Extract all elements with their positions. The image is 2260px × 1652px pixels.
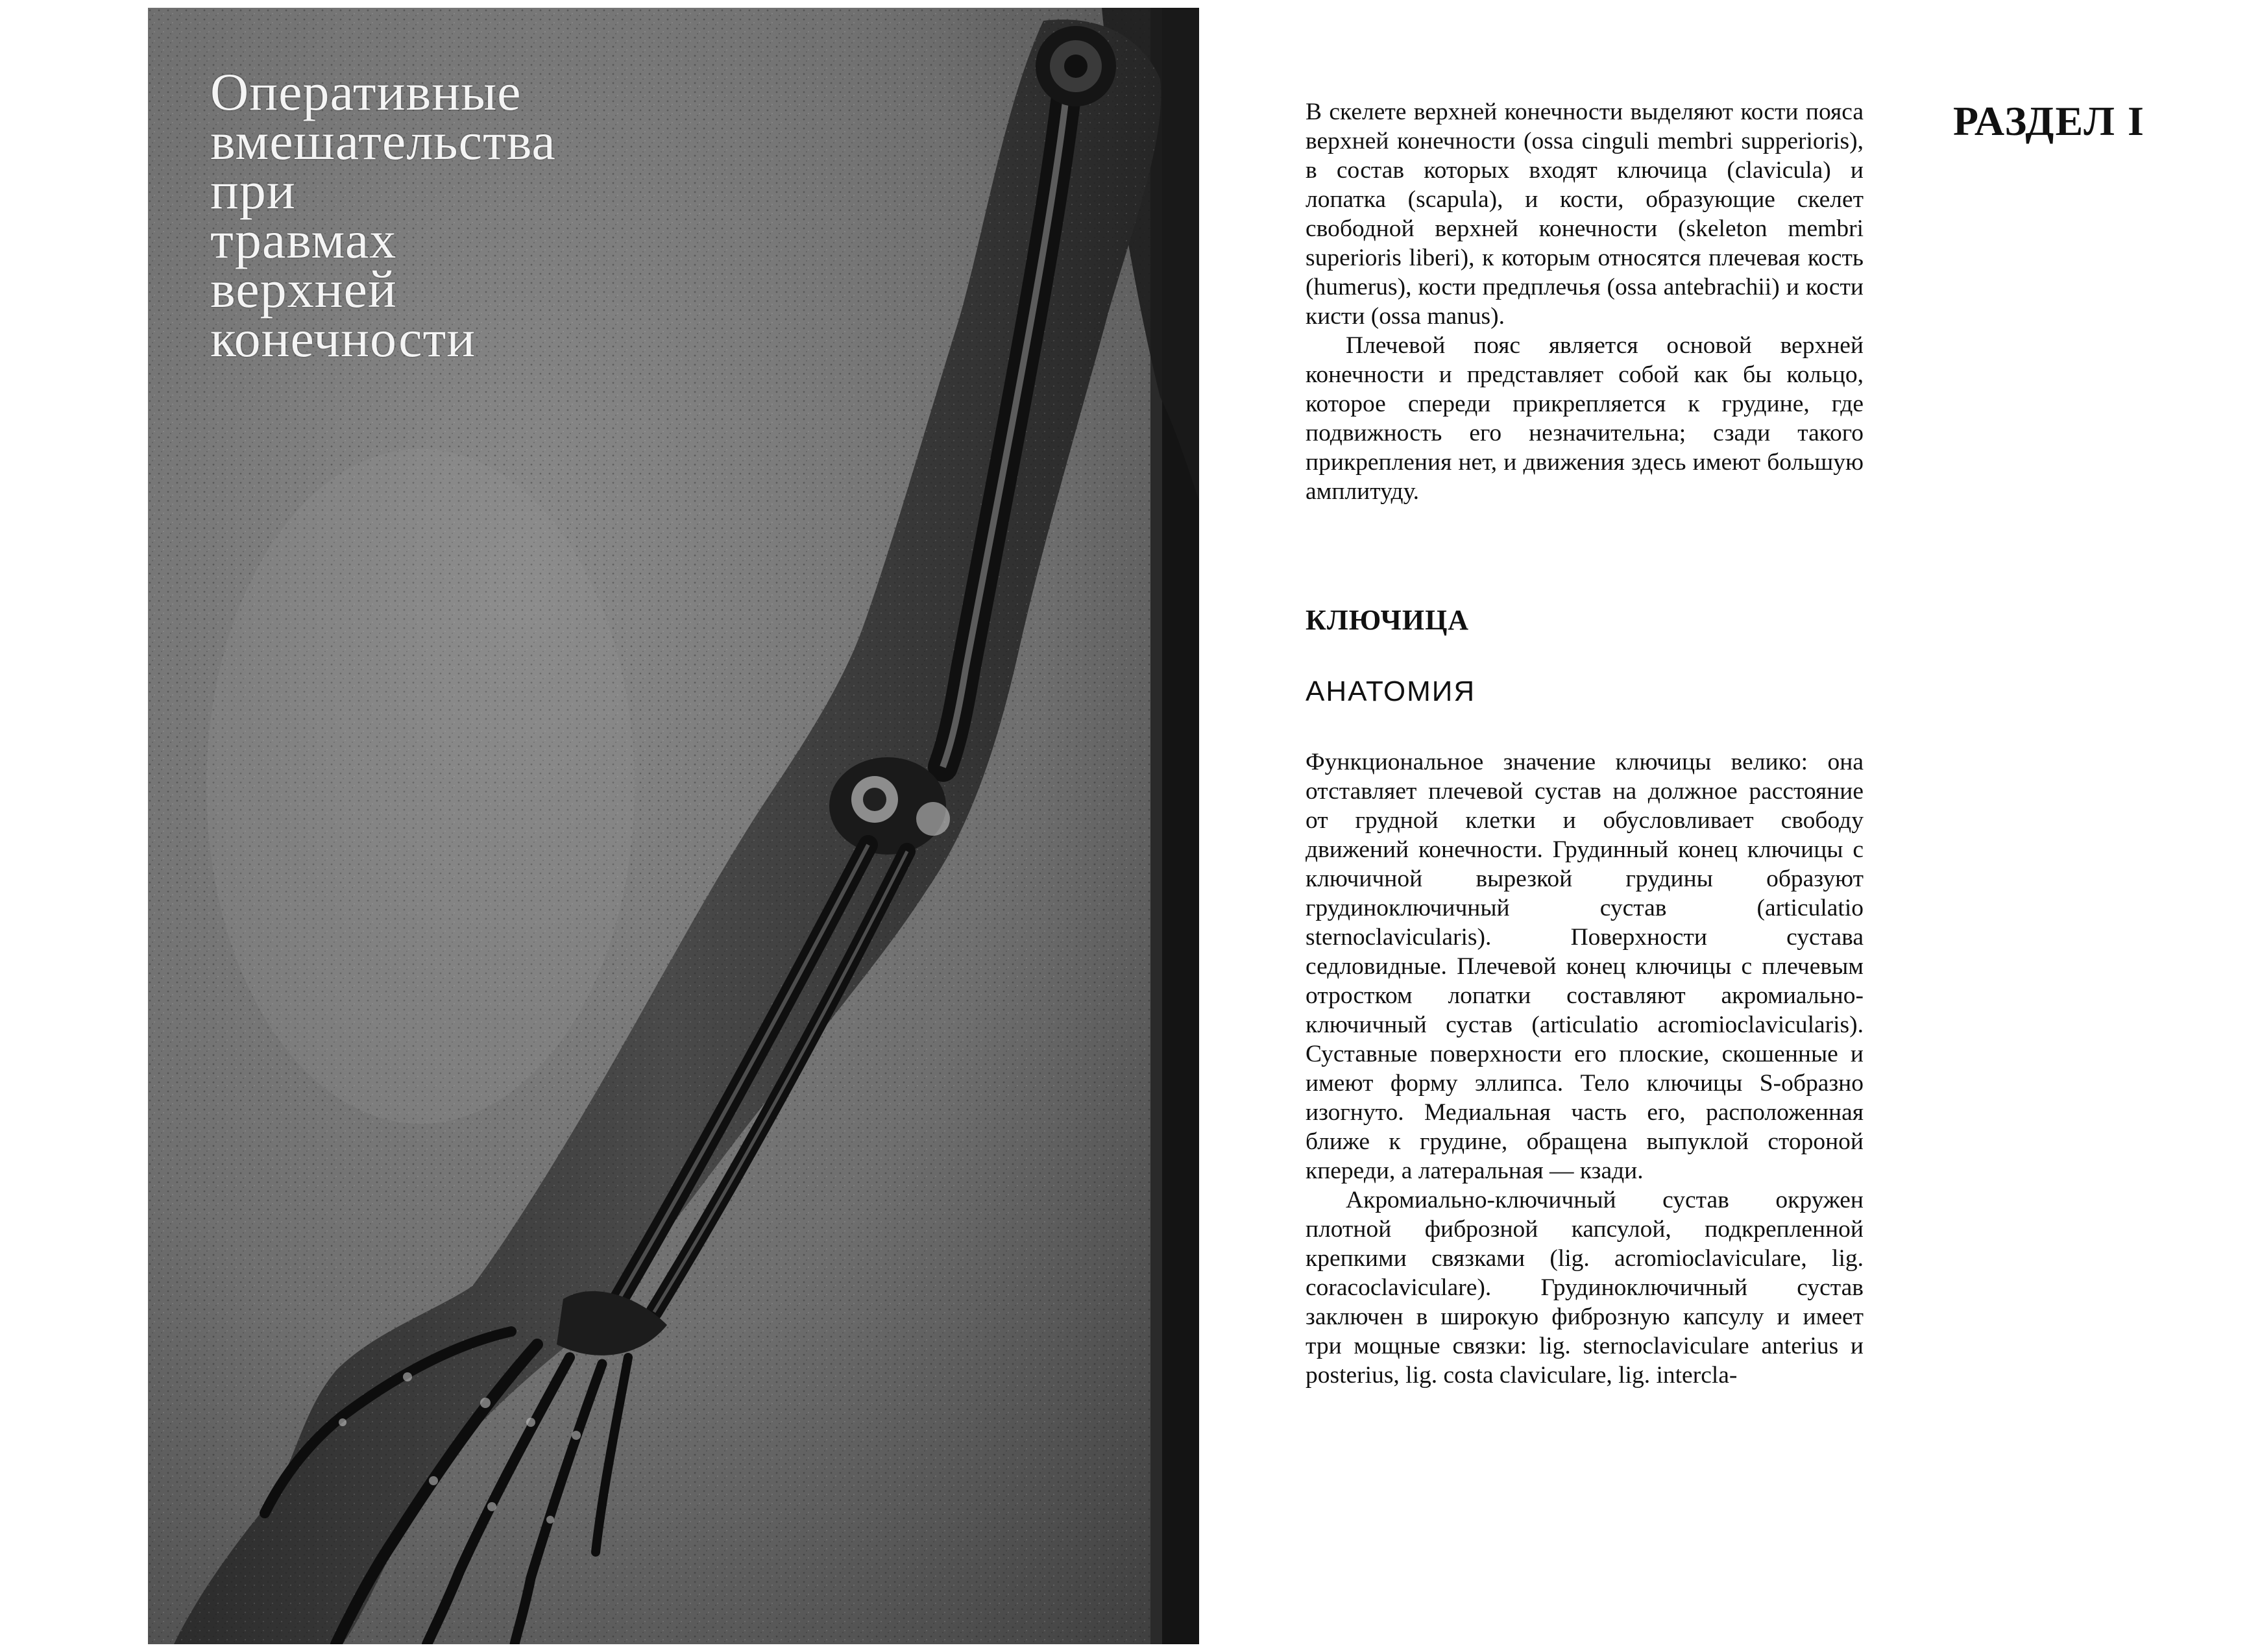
chapter-heading: КЛЮЧИЦА bbox=[1306, 604, 1470, 636]
intro-paragraph: В скелете верхней конечности выделяют кости пояса верхней конечности (ossa cinguli membri supperioris), в состав которых входят ключица (clavicula) и лопатка (scapula), и кости, образующие скелет свободной верхней конечности (skeleton membri superioris liberi), к которым относятся плечевая кость (humerus), кости предплечья (ossa antebrachii) и кости кисти (ossa manus). bbox=[1306, 99, 1864, 330]
subsection-heading: АНАТОМИЯ bbox=[1306, 675, 1476, 707]
plate-title-line: конечности bbox=[210, 309, 476, 368]
anatomy-paragraph: Акромиально-ключичный сустав окружен плотной фиброзной капсулой, подкрепленной крепкими связками (lig. acromioclaviculare, lig. coracoclaviculare). Грудиноключичный сустав заключен в широкую фиброзную капсулу и имеет три мощные связки: lig. sternoclaviculare anterius и posterius, lig. costa claviculare, lig. intercla- bbox=[1306, 1187, 1864, 1389]
plate-title-line: верхней bbox=[210, 260, 397, 319]
intro-paragraph: Плечевой пояс является основой верхней конечности и представляет собой как бы кольцо, которое спереди прикрепляется к грудине, где подвижность его незначительна; сзади такого прикрепления нет, и движения здесь имеют большую амплитуду. bbox=[1306, 332, 1864, 505]
anatomy-paragraph: Функциональное значение ключицы велико: она отставляет плечевой сустав на должное расстояние от грудной клетки и обусловливает свободу движений конечности. Грудинный конец ключицы с ключичной вырезкой грудины образуют грудиноключичный сустав (articulatio sternoclavicularis). Поверхности сустава седловидные. Плечевой конец ключицы с плечевым отростком лопатки составляют акромиально-ключичный сустав (articulatio acromioclavicularis). Суставные поверхности его плоские, скошенные и имеют форму эллипса. Тело ключицы S-образно изогнуто. Медиальная часть его, расположенная ближе к грудине, обращена выпуклой стороной кпереди, а латеральная — кзади. bbox=[1306, 749, 1864, 1184]
plate-title-line: травмах bbox=[210, 210, 397, 269]
plate-title bbox=[210, 62, 556, 368]
plate-title-line: Оперативные bbox=[210, 62, 522, 121]
photo-plate bbox=[148, 8, 1199, 1644]
plate-title-line: вмешательства bbox=[210, 112, 556, 171]
plate-title-line: при bbox=[210, 161, 296, 220]
text-column bbox=[1306, 97, 1864, 1390]
section-label: РАЗДЕЛ I bbox=[1953, 98, 2145, 144]
